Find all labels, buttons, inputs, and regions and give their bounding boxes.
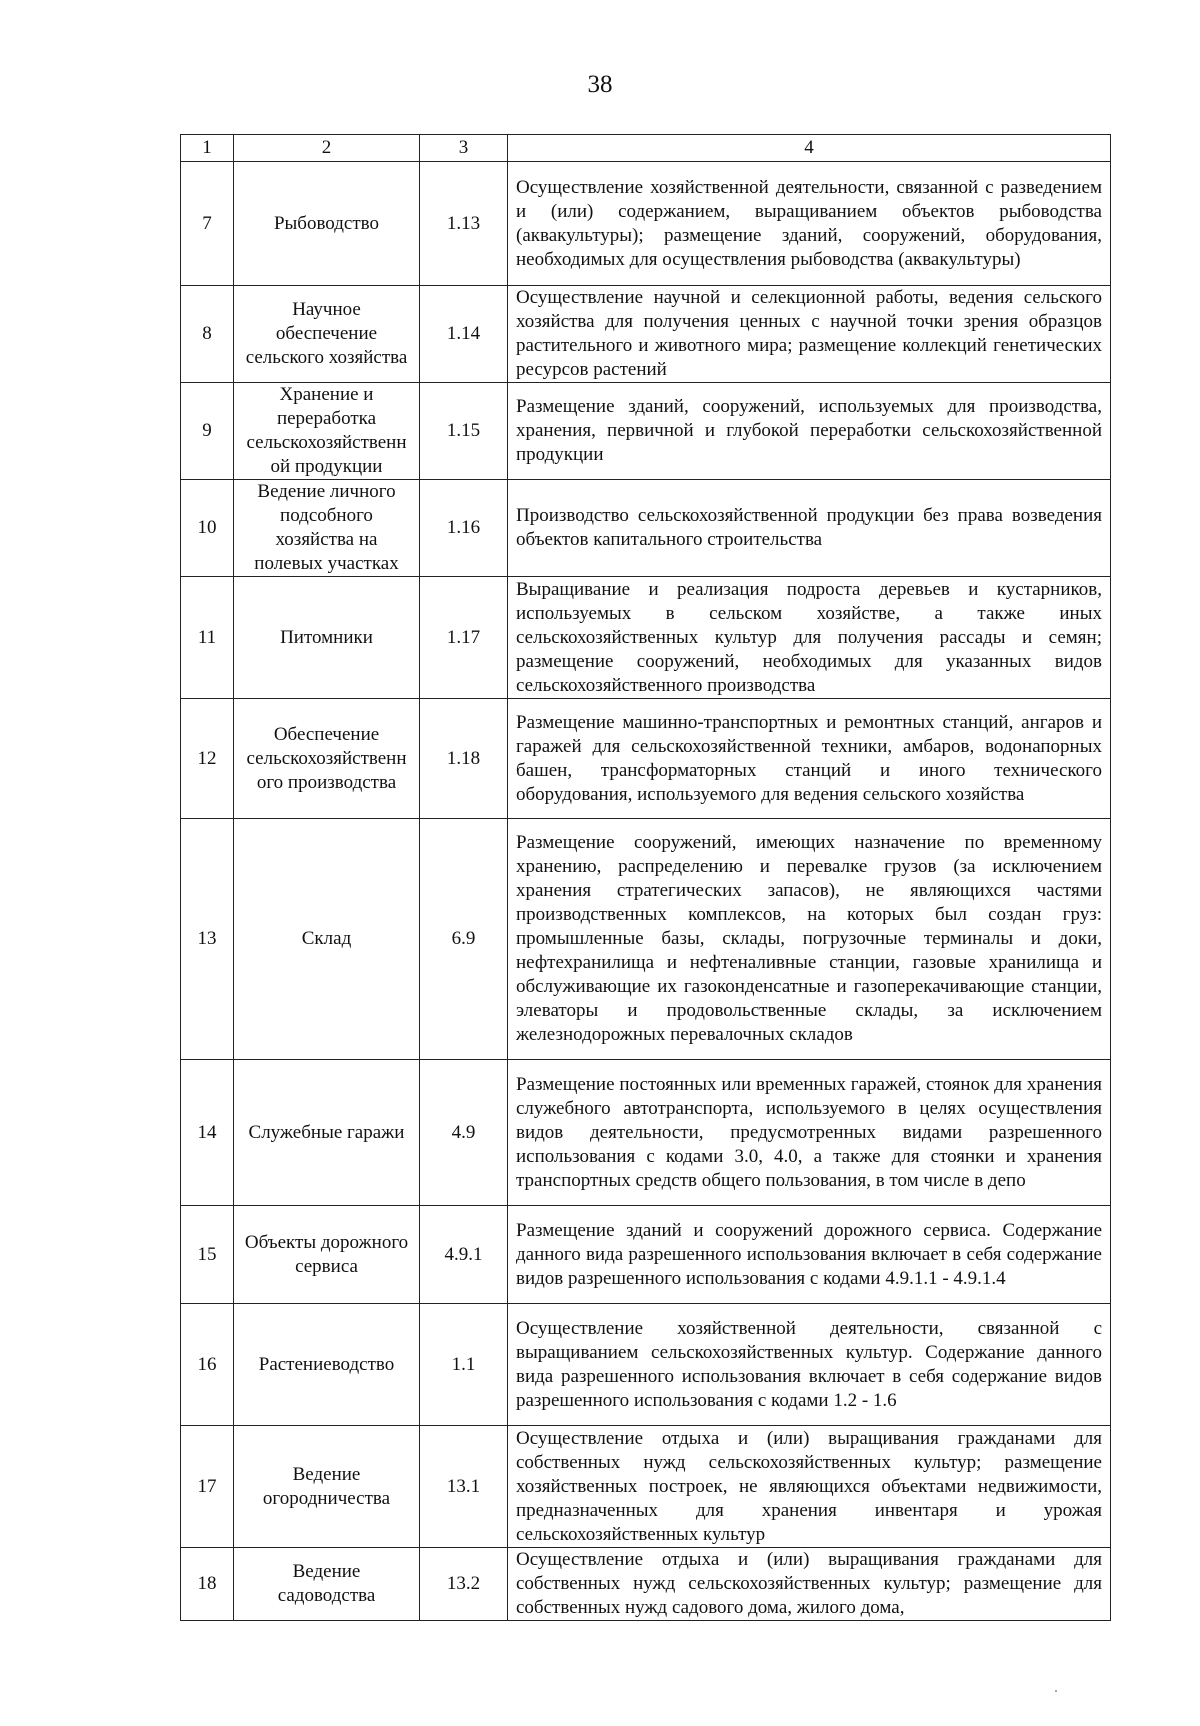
use-type-code: 4.9 [420, 1060, 508, 1206]
use-type-name: Склад [234, 819, 420, 1060]
column-header-2: 2 [234, 135, 420, 162]
use-type-description: Размещение сооружений, имеющих назначение по временному хранению, распределению и перевалке грузов (за исключением хранения стратегических запасов), не являющихся частями производственных комплексов, на которых был создан груз: промышленные базы, склады, погрузочные терминалы и доки, нефтехранилища и нефтеналивные станции, газовые хранилища и обслуживающие их газоконденсатные и газоперекачивающие станции, элеваторы и продовольственные склады, за исключением железнодорожных перевалочных складов [508, 819, 1111, 1060]
use-type-description: Осуществление отдыха и (или) выращивания гражданами для собственных нужд сельскохозяйственных культур; размещение хозяйственных построек, не являющихся объектами недвижимости, предназначенных для хранения инвентаря и урожая сельскохозяйственных культур [508, 1426, 1111, 1548]
table-row [181, 699, 1111, 819]
use-type-name: Обеспечение сельскохозяйственн ого производства [234, 699, 420, 819]
table-row [181, 1304, 1111, 1426]
use-type-description: Выращивание и реализация подроста деревьев и кустарников, используемых в сельском хозяйстве, а также иных сельскохозяйственных культур для получения рассады и семян; размещение сооружений, необходимых для указанных видов сельскохозяйственного производства [508, 577, 1111, 699]
use-type-code: 1.14 [420, 286, 508, 383]
use-type-name: Объекты дорожного сервиса [234, 1206, 420, 1304]
use-type-name: Ведение огородничества [234, 1426, 420, 1548]
table-row [181, 480, 1111, 577]
row-number: 15 [181, 1206, 234, 1304]
use-type-code: 4.9.1 [420, 1206, 508, 1304]
table-row [181, 577, 1111, 699]
column-header-3: 3 [420, 135, 508, 162]
table-header-row [181, 135, 1111, 162]
use-type-code: 13.2 [420, 1548, 508, 1621]
page-number: 38 [587, 71, 613, 98]
table-row [181, 162, 1111, 286]
column-header-1: 1 [181, 135, 234, 162]
row-number: 11 [181, 577, 234, 699]
use-type-description: Размещение зданий и сооружений дорожного сервиса. Содержание данного вида разрешенного использования включает в себя содержание видов разрешенного использования с кодами 4.9.1.1 - 4.9.1.4 [508, 1206, 1111, 1304]
use-type-code: 1.15 [420, 383, 508, 480]
use-type-description: Осуществление хозяйственной деятельности, связанной с разведением и (или) содержанием, выращиванием объектов рыбоводства (аквакультуры); размещение зданий, сооружений, оборудования, необходимых для осуществления рыбоводства (аквакультуры) [508, 162, 1111, 286]
use-type-code: 1.1 [420, 1304, 508, 1426]
use-type-name: Хранение и переработка сельскохозяйственн ой продукции [234, 383, 420, 480]
table-row [181, 819, 1111, 1060]
row-number: 13 [181, 819, 234, 1060]
use-type-code: 1.17 [420, 577, 508, 699]
use-type-code: 1.18 [420, 699, 508, 819]
table-row [181, 1206, 1111, 1304]
row-number: 16 [181, 1304, 234, 1426]
use-type-name: Рыбоводство [234, 162, 420, 286]
scan-artifact [1055, 1690, 1057, 1692]
row-number: 18 [181, 1548, 234, 1621]
use-type-code: 6.9 [420, 819, 508, 1060]
use-type-code: 13.1 [420, 1426, 508, 1548]
use-type-description: Осуществление хозяйственной деятельности, связанной с выращиванием сельскохозяйственных культур. Содержание данного вида разрешенного использования включает в себя содержание видов разрешенного использования с кодами 1.2 - 1.6 [508, 1304, 1111, 1426]
use-type-name: Служебные гаражи [234, 1060, 420, 1206]
table-row [181, 383, 1111, 480]
use-type-description: Производство сельскохозяйственной продукции без права возведения объектов капитального строительства [508, 480, 1111, 577]
table-row [181, 1426, 1111, 1548]
row-number: 7 [181, 162, 234, 286]
row-number: 8 [181, 286, 234, 383]
row-number: 14 [181, 1060, 234, 1206]
use-type-description: Осуществление отдыха и (или) выращивания гражданами для собственных нужд сельскохозяйственных культур; размещение для собственных нужд садового дома, жилого дома, [508, 1548, 1111, 1621]
row-number: 10 [181, 480, 234, 577]
row-number: 9 [181, 383, 234, 480]
use-type-name: Питомники [234, 577, 420, 699]
use-type-description: Размещение машинно-транспортных и ремонтных станций, ангаров и гаражей для сельскохозяйственной техники, амбаров, водонапорных башен, трансформаторных станций и иного технического оборудования, используемого для ведения сельского хозяйства [508, 699, 1111, 819]
use-type-description: Размещение постоянных или временных гаражей, стоянок для хранения служебного автотранспорта, используемого в целях осуществления видов деятельности, предусмотренных видами разрешенного использования с кодами 3.0, 4.0, а также для стоянки и хранения транспортных средств общего пользования, в том числе в депо [508, 1060, 1111, 1206]
table-row [181, 1548, 1111, 1621]
column-header-4: 4 [508, 135, 1111, 162]
use-type-name: Ведение садоводства [234, 1548, 420, 1621]
row-number: 12 [181, 699, 234, 819]
table-row [181, 1060, 1111, 1206]
use-type-name: Растениеводство [234, 1304, 420, 1426]
use-type-description: Осуществление научной и селекционной работы, ведения сельского хозяйства для получения ценных с научной точки зрения образцов растительного и животного мира; размещение коллекций генетических ресурсов растений [508, 286, 1111, 383]
use-type-description: Размещение зданий, сооружений, используемых для производства, хранения, первичной и глубокой переработки сельскохозяйственной продукции [508, 383, 1111, 480]
table-row [181, 286, 1111, 383]
land-use-table [180, 134, 1111, 1621]
use-type-name: Научное обеспечение сельского хозяйства [234, 286, 420, 383]
use-type-code: 1.16 [420, 480, 508, 577]
use-type-code: 1.13 [420, 162, 508, 286]
use-type-name: Ведение личного подсобного хозяйства на полевых участках [234, 480, 420, 577]
row-number: 17 [181, 1426, 234, 1548]
